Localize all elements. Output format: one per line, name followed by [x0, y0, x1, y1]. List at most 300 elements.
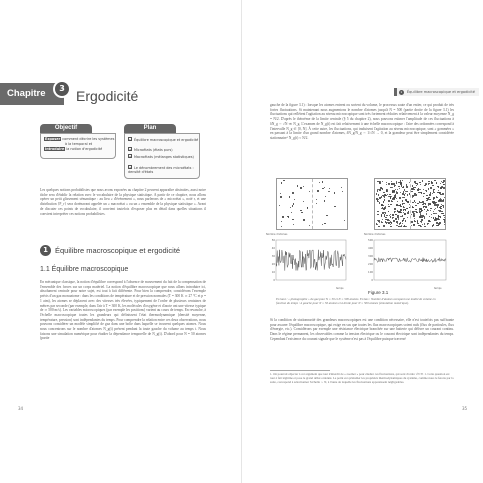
y-tick-label: 500 — [368, 239, 373, 242]
gas-atom — [418, 225, 419, 226]
gas-atom — [416, 194, 417, 195]
gas-atom — [294, 199, 295, 200]
gas-atom — [436, 182, 437, 183]
y-tick-label: 30 — [271, 255, 275, 258]
gas-atom — [419, 208, 420, 209]
plan-header: Plan — [124, 124, 176, 133]
gas-atom — [382, 188, 383, 189]
gas-atom — [417, 220, 418, 221]
gas-atom — [433, 190, 434, 191]
gas-atom — [290, 207, 291, 208]
gas-atom — [381, 215, 382, 216]
gas-atom — [293, 224, 294, 225]
gas-atom — [429, 194, 430, 195]
page-number: 35 — [462, 406, 468, 411]
gas-atom — [426, 195, 427, 196]
gas-atom — [393, 220, 394, 221]
gas-atom — [444, 221, 445, 222]
gas-atom — [381, 204, 382, 205]
plot-left-xlabel: temps — [336, 287, 344, 290]
gas-atom — [402, 180, 403, 181]
gas-atom — [428, 203, 429, 204]
gas-atom — [402, 193, 403, 194]
gas-atom — [394, 208, 395, 209]
gas-atom — [414, 195, 415, 196]
objectif-text: la notion d'ergodicité — [66, 147, 103, 151]
gas-atom — [393, 198, 394, 199]
gas-atom — [440, 217, 441, 218]
gas-atom — [400, 206, 401, 207]
gas-atom — [317, 190, 318, 191]
gas-atom — [378, 220, 379, 221]
gas-atom — [292, 219, 293, 220]
gas-atom — [423, 196, 424, 197]
running-head-text: Équilibre macroscopique et ergodicité — [406, 90, 475, 94]
gas-atom — [443, 187, 444, 188]
gas-atom — [399, 197, 400, 198]
gas-atom — [402, 223, 403, 224]
figure-title: Figure 3.1 — [368, 290, 389, 295]
objectif-tag: Introduire — [45, 147, 65, 151]
plot-n500-series — [368, 238, 446, 282]
objectif-tag: Exposer — [45, 137, 61, 141]
gas-atom — [432, 185, 433, 186]
gas-atom — [404, 213, 405, 214]
plot-frame — [276, 240, 346, 280]
section-number: 1 — [40, 245, 51, 256]
gas-atom — [406, 226, 407, 227]
gas-atom — [411, 225, 412, 226]
gas-atom — [297, 185, 298, 186]
gas-atom — [384, 207, 385, 208]
gas-atom — [396, 182, 397, 183]
gas-atom — [436, 220, 437, 221]
gas-atom — [430, 221, 431, 222]
gas-atom — [412, 197, 413, 198]
body-paragraph: En mécanique classique, la notion d'équilibre correspond à l'absence de mouvement du fait de la compensation de l'ensemble des forces sur un corps matériel. La notion d'équilibre macroscopique que nous allons introduire ici, absolument centrale pour notre sujet, est tout à fait différente. Pour bien la comprendre, considérons l'exemple précis d'un gaz monoatome : dans les conditions de température et de pression normales (T = 300 K ≃ 27 °C et p = 1 atm), les atomes se déplacent avec des vitesses très élevées, typiquement de l'ordre de plusieurs centaines de mètres par seconde (par exemple, dans l'air à T = 300 K, les molécules d'oxygène et d'azote ont une vitesse typique de ≃ 500 m/s). Les variables microscopiques (par exemple les positions) varient au cours de temps. En revanche, à l'échelle macroscopique toutes les grandeurs qui définissent l'état thermodynamique (densité moyenne, température, pression) sont indépendantes du temps. Pour comprendre la relation entre ces deux observations, nous pouvons considérer un modèle simplifié de gaz dans une boîte dans laquelle se trouvent quelques atomes. Nous nous concentrons sur le nombre d'atomes N_g(t) présent pendant la toute gauche du volume au temps t. Nous faisons une simulation numérique pour étudier la dépendance temporelle de N_g(t). D'abord pour N = 50 atomes (partie — [40, 280, 206, 341]
y-tick-label: 50 — [271, 239, 275, 242]
gas-atom — [402, 200, 403, 201]
gas-atom — [382, 181, 383, 182]
objectif-text: comment décrire les systèmes — [62, 137, 115, 141]
gas-atom — [378, 226, 379, 227]
gas-atom — [378, 194, 379, 195]
gas-atom — [303, 219, 304, 220]
y-tick-label: 0 — [371, 279, 373, 282]
gas-atom — [325, 196, 326, 197]
gas-atom — [440, 183, 441, 184]
gas-atom — [300, 187, 301, 188]
gas-atom — [383, 192, 384, 193]
gas-atom — [402, 187, 403, 188]
gas-atom — [400, 226, 401, 227]
gas-atom — [403, 203, 404, 204]
top-paragraph: gauche de la figure 3.1) : lorsque les atomes entrent ou sortent du volume, le processus saute d'un entier, ce qui produit de très fortes fluctuations. Si maintenant nous augmentons le nombre d'atomes jusqu'à N = 500 (partie droite de la figure 3.1) les fluctuations qui reflètent l'agitation au niveau microscopique sont très fortement réduites relativement à la valeur moyenne N_g = N/2. D'après le théorème de la limite centrale (§ 5 du chapitre 2), nous pouvons estimer l'amplitude de ces fluctuations à δN_g ∼ √N ≪ N_g. L'examen de N_g(t) est fait relativement à une échelle macroscopique : l'aire des ordonnées correspond à l'intervalle N_g ∈ [0, N]. À cette autre, les fluctuations, qui traduisent l'agitation au niveau microscopique, sont « gommées » en passant à la limite d'un grand nombre d'atomes, δN_g/N_g ∼ 1/√N → 0, et la grandeur peut être simplement considérée stationnaire¹ N_g(t) ≈ N/2. — [270, 103, 454, 140]
gas-atom — [392, 187, 393, 188]
gas-atom — [406, 191, 407, 192]
gas-atom — [440, 187, 441, 188]
gas-atom — [407, 194, 408, 195]
running-head — [394, 88, 479, 96]
gas-atom — [388, 211, 389, 212]
gas-atom — [394, 211, 395, 212]
gas-atom — [404, 194, 405, 195]
gas-atom — [281, 226, 282, 227]
gas-atom — [438, 215, 439, 216]
gas-atom — [280, 193, 281, 194]
gas-atom — [397, 201, 398, 202]
gas-atom — [402, 220, 403, 221]
gas-atom — [424, 217, 425, 218]
gas-atom — [417, 183, 418, 184]
gas-atom — [316, 199, 317, 200]
gas-atom — [303, 186, 304, 187]
footnote: 1. On pourrait objecter à cet argument que tout n'interdit de « zoomer » pour étudier ces fluctuations, qui sont d'ordre √N ≫ 1. Cette question est tout à fait légitime et pose le grand débat ordonné. Le point est qu'étudier les propriétés thermodynamiques du système, comme nous le ferons par la suite, correspond à sélectionner l'échelle ∼ N, à l'aune de laquelle les fluctuations apparaissent négligeables. — [270, 372, 454, 384]
gas-atom — [443, 184, 444, 185]
gas-atom — [303, 201, 304, 202]
gas-atom — [280, 196, 281, 197]
box-divider — [312, 179, 313, 229]
gas-atom — [326, 215, 327, 216]
gas-atom — [381, 208, 382, 209]
gas-atom — [403, 206, 404, 207]
gas-atom — [431, 217, 432, 218]
gas-atom — [397, 189, 398, 190]
gas-atom — [391, 183, 392, 184]
gas-atom — [391, 181, 392, 182]
gas-atom — [398, 219, 399, 220]
gas-atom — [411, 188, 412, 189]
gas-atom — [394, 196, 395, 197]
gas-atom — [419, 211, 420, 212]
plot-n50-series — [272, 238, 346, 282]
gas-atom — [309, 191, 310, 192]
gas-atom — [288, 216, 289, 217]
plot-left-ylabel: Nombre d'atomes — [266, 233, 288, 236]
gas-atom — [409, 193, 410, 194]
gas-atom — [425, 206, 426, 207]
plan-item: 2 Microétats (états purs) — [129, 148, 173, 152]
gas-atom — [382, 205, 383, 206]
gas-atom — [399, 211, 400, 212]
gas-atom — [385, 221, 386, 222]
gas-atom — [425, 203, 426, 204]
gas-atom — [415, 205, 416, 206]
gas-atom — [434, 219, 435, 220]
plan-box — [124, 133, 200, 179]
gas-atom — [421, 222, 422, 223]
gas-atom — [322, 224, 323, 225]
gas-atom — [424, 209, 425, 210]
gas-atom — [292, 205, 293, 206]
gas-atom — [291, 212, 292, 213]
gas-atom — [439, 210, 440, 211]
gas-atom — [426, 200, 427, 201]
intro-paragraph: Les quelques notions probabilistes que nous avons exposées au chapitre 2 peuvent apparaître abstraites, aussi notre tâche sera d'établir la relation avec le vocabulaire de la physique statistique. A partir de ce chapitre, nous allons opérer un petit glissement sémantique : au lieu « d'événement », nous parlerons de « microétat », noté r, et une distribution {P_r} sera dorénavant appelée un « macroétat » ou un « ensemble de la physique statistique ». Avant de discuter ces points de vocabulaire, il convient toutefois d'exposer plus en détail dans quelles situations il convient interpréter ces notions probabilistes. — [40, 188, 206, 216]
gas-atom — [413, 189, 414, 190]
gas-atom — [426, 214, 427, 215]
objectif-text: à la temporal et — [65, 142, 93, 146]
gas-atom — [334, 206, 335, 207]
gas-atom — [420, 221, 421, 222]
objectif-header: Objectif — [40, 124, 92, 133]
gas-atom — [436, 222, 437, 223]
gas-atom — [417, 189, 418, 190]
objectif-item — [44, 137, 114, 141]
gas-atom — [422, 201, 423, 202]
right-page — [242, 0, 483, 483]
series-line — [276, 250, 346, 271]
gas-atom — [440, 194, 441, 195]
gas-atom — [404, 189, 405, 190]
gas-atom — [403, 197, 404, 198]
gas-atom — [283, 180, 284, 181]
bottom-paragraph: Si la condition de stationnarité des grandeurs macroscopiques est une condition nécessaire, elle n'est toutefois pas suffisante pour assurer l'équilibre macroscopique, qui exige en sus que toutes les flux macroscopiques soient nuls (flux de particules, flux d'énergie, etc.). Considérons par exemple une résistance électrique branchée sur une batterie qui délivre un courant continu. Dans le régime permanent, les observables comme la tension électrique ou le courant électrique sont indépendantes du temps. Cependant l'existence du courant signale que le système n'est pas à l'équilibre puisque traversé — [270, 318, 454, 341]
gas-atom — [421, 217, 422, 218]
gas-atom — [396, 198, 397, 199]
gas-atom — [428, 183, 429, 184]
plan-item: 1 Équilibre macroscopique et ergodicité — [129, 138, 199, 142]
gas-atom — [385, 219, 386, 220]
gas-atom — [405, 199, 406, 200]
gas-atom — [421, 226, 422, 227]
y-tick-label: 10 — [271, 271, 275, 274]
gas-atom — [409, 204, 410, 205]
gas-atom — [377, 181, 378, 182]
gas-atom — [394, 192, 395, 193]
gas-atom — [377, 220, 378, 221]
gas-atom — [400, 192, 401, 193]
footnote-rule — [270, 370, 330, 371]
gas-atom — [390, 204, 391, 205]
gas-atom — [391, 201, 392, 202]
subsection-title: 1.1 Équilibre macroscopique — [40, 266, 129, 273]
gas-atom — [432, 193, 433, 194]
gas-atom — [403, 218, 404, 219]
gas-atom — [436, 197, 437, 198]
gas-atom — [319, 182, 320, 183]
plot-right-xlabel: temps — [434, 287, 442, 290]
gas-atom — [324, 223, 325, 224]
gas-atom — [395, 185, 396, 186]
gas-atom — [429, 199, 430, 200]
gas-snapshot-n50 — [276, 178, 348, 230]
gas-atom — [407, 213, 408, 214]
gas-atom — [344, 220, 345, 221]
gas-atom — [417, 203, 418, 204]
gas-atom — [412, 207, 413, 208]
plot-right-ylabel: Nombre d'atomes — [364, 233, 386, 236]
gas-atom — [411, 191, 412, 192]
gas-atom — [442, 193, 443, 194]
section-title: Équilibre macroscopique et ergodicité — [55, 246, 181, 255]
gas-atom — [386, 184, 387, 185]
gas-atom — [385, 217, 386, 218]
y-tick-label: 200 — [368, 263, 373, 266]
gas-atom — [329, 191, 330, 192]
gas-atom — [428, 210, 429, 211]
gas-atom — [424, 226, 425, 227]
plot-n500 — [364, 238, 450, 286]
gas-atom — [415, 202, 416, 203]
gas-atom — [431, 214, 432, 215]
gas-atom — [391, 200, 392, 201]
gas-atom — [309, 225, 310, 226]
gas-atom — [427, 224, 428, 225]
gas-atom — [430, 187, 431, 188]
gas-atom — [418, 192, 419, 193]
objectif-item — [65, 142, 92, 146]
gas-atom — [377, 190, 378, 191]
gas-atom — [434, 180, 435, 181]
gas-atom — [400, 183, 401, 184]
gas-atom — [411, 221, 412, 222]
gas-atom — [388, 200, 389, 201]
gas-atom — [422, 224, 423, 225]
gas-atom — [322, 188, 323, 189]
gas-atom — [282, 216, 283, 217]
gas-atom — [384, 196, 385, 197]
gas-atom — [423, 193, 424, 194]
gas-atom — [423, 189, 424, 190]
gas-atom — [324, 187, 325, 188]
gas-atom — [395, 218, 396, 219]
plot-n50 — [266, 238, 350, 286]
gas-atom — [329, 188, 330, 189]
gas-atom — [341, 187, 342, 188]
gas-atom — [412, 202, 413, 203]
gas-atom — [385, 195, 386, 196]
gas-atom — [430, 192, 431, 193]
gas-atom — [377, 211, 378, 212]
page-number: 34 — [18, 406, 24, 411]
gas-atom — [387, 194, 388, 195]
gas-atom — [430, 210, 431, 211]
gas-atom — [322, 181, 323, 182]
running-head-number: 1 — [400, 89, 403, 94]
gas-atom — [420, 184, 421, 185]
gas-atom — [421, 215, 422, 216]
gas-atom — [438, 219, 439, 220]
gas-atom — [379, 182, 380, 183]
gas-atom — [396, 192, 397, 193]
gas-atom — [442, 182, 443, 183]
gas-atom — [379, 197, 380, 198]
objectif-item — [44, 147, 102, 151]
y-tick-label: 100 — [368, 271, 373, 274]
gas-atom — [433, 217, 434, 218]
gas-atom — [399, 188, 400, 189]
y-tick-label: 20 — [271, 263, 275, 266]
gas-atom — [300, 210, 301, 211]
gas-atom — [377, 214, 378, 215]
gas-atom — [405, 220, 406, 221]
gas-atom — [416, 185, 417, 186]
gas-atom — [281, 221, 282, 222]
y-tick-label: 300 — [368, 255, 373, 258]
chapter-number: 3 — [53, 80, 71, 98]
gas-atom — [392, 214, 393, 215]
gas-atom — [422, 204, 423, 205]
gas-atom — [431, 182, 432, 183]
gas-atom — [437, 206, 438, 207]
gas-atom — [406, 186, 407, 187]
gas-atom — [437, 186, 438, 187]
objectif-box — [40, 133, 116, 159]
y-tick-label: 40 — [271, 247, 275, 250]
gas-atom — [443, 206, 444, 207]
series-line — [374, 258, 446, 263]
gas-atom — [429, 216, 430, 217]
gas-atom — [424, 223, 425, 224]
gas-atom — [413, 215, 414, 216]
gas-atom — [390, 226, 391, 227]
gas-snapshot-n500 — [374, 178, 446, 230]
gas-atom — [342, 191, 343, 192]
gas-atom — [389, 184, 390, 185]
gas-atom — [422, 215, 423, 216]
gas-atom — [414, 220, 415, 221]
gas-atom — [384, 214, 385, 215]
chapter-title: Ergodicité — [76, 88, 139, 104]
gas-atom — [334, 192, 335, 193]
gas-atom — [381, 222, 382, 223]
gas-atom — [440, 200, 441, 201]
gas-atom — [443, 199, 444, 200]
gas-atom — [324, 200, 325, 201]
gas-atom — [444, 197, 445, 198]
gas-atom — [422, 180, 423, 181]
gas-atom — [437, 225, 438, 226]
left-page — [0, 0, 241, 483]
chapter-label: Chapitre — [0, 83, 64, 105]
gas-atom — [316, 203, 317, 204]
gas-atom — [292, 192, 293, 193]
gas-atom — [430, 204, 431, 205]
gas-atom — [443, 215, 444, 216]
gas-atom — [418, 188, 419, 189]
y-tick-label: 400 — [368, 247, 373, 250]
gas-atom — [396, 221, 397, 222]
gas-atom — [428, 188, 429, 189]
plan-item: 3 Macroétats (mélanges statistiques) — [129, 155, 194, 159]
gas-atom — [417, 223, 418, 224]
gas-atom — [444, 217, 445, 218]
gas-atom — [444, 219, 445, 220]
gas-atom — [433, 197, 434, 198]
gas-atom — [390, 222, 391, 223]
gas-atom — [382, 219, 383, 220]
plan-item: 4 Le dénombrement des microétats : densité d'états — [128, 166, 194, 174]
gas-atom — [388, 206, 389, 207]
gas-atom — [390, 224, 391, 225]
gas-atom — [416, 183, 417, 184]
gas-atom — [279, 205, 280, 206]
gas-atom — [423, 206, 424, 207]
gas-atom — [428, 205, 429, 206]
y-tick-label: 0 — [273, 279, 275, 282]
gas-atom — [419, 201, 420, 202]
gas-atom — [420, 189, 421, 190]
gas-atom — [407, 217, 408, 218]
gas-atom — [289, 196, 290, 197]
gas-atom — [281, 182, 282, 183]
gas-atom — [393, 190, 394, 191]
figure-caption: En haut : « photographie » du gaz pour N = 50 et N = 500 atomes. En bas : Nombre d'atomes occupant une moitié de volume en fonction du temps : à gauche pour N = 50 atomes et à droite pour N = 500 atomes (simulation numérique). — [276, 297, 436, 305]
gas-atom — [413, 224, 414, 225]
gas-atom — [393, 183, 394, 184]
gas-atom — [301, 212, 302, 213]
